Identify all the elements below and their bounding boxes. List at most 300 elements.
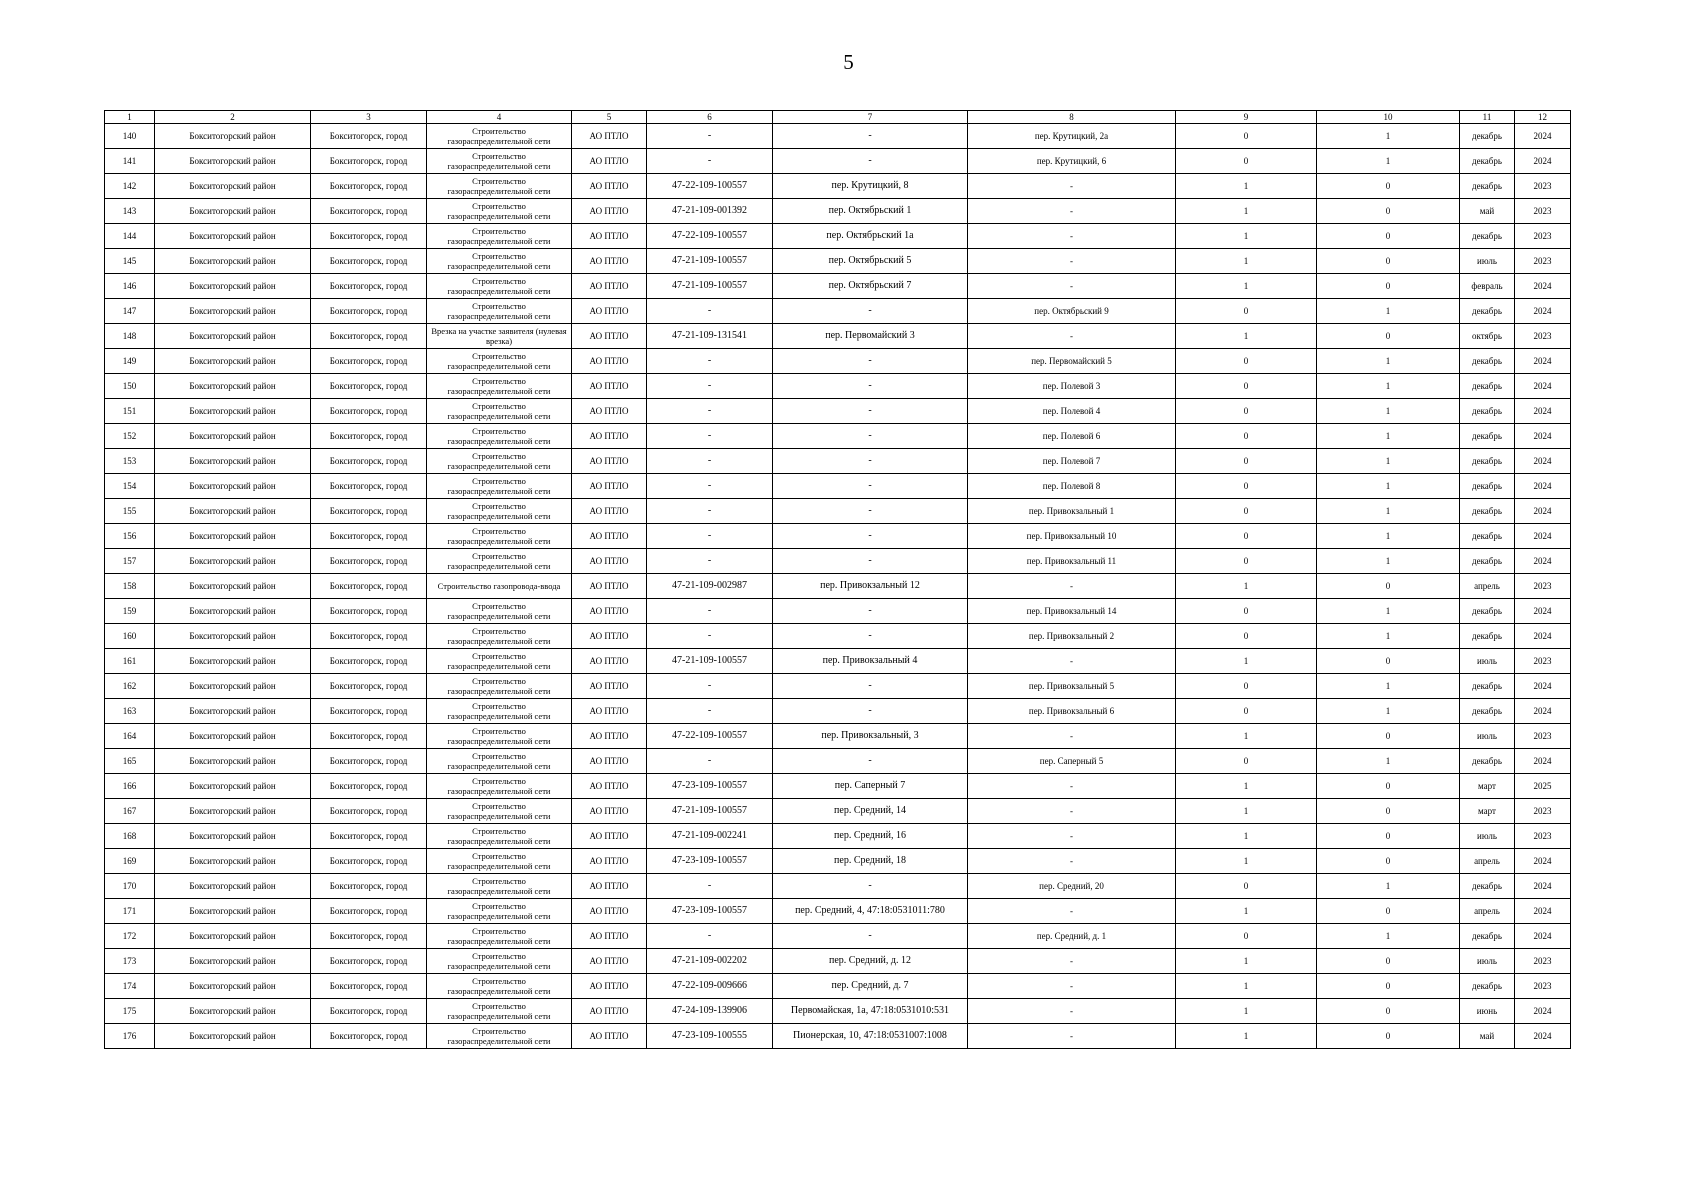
cell-district: Бокситогорский район [155, 199, 311, 224]
cell-month: апрель [1460, 849, 1515, 874]
cell-value-col9: 1 [1176, 824, 1317, 849]
header-col-year: 12 [1515, 111, 1571, 124]
cell-address: Первомайская, 1а, 47:18:0531010:531 [773, 999, 968, 1024]
cell-organization: АО ПТЛО [572, 624, 647, 649]
cell-planned-address: пер. Полевой 8 [968, 474, 1176, 499]
cell-value-col10: 0 [1317, 574, 1460, 599]
table-row [105, 249, 1571, 274]
cell-value-col9: 0 [1176, 499, 1317, 524]
cell-organization: АО ПТЛО [572, 174, 647, 199]
cell-value-col9: 1 [1176, 999, 1317, 1024]
cell-tech-conditions-number: - [647, 399, 773, 424]
cell-year: 2024 [1515, 474, 1571, 499]
cell-tech-conditions-number: 47-21-109-100557 [647, 274, 773, 299]
cell-settlement: Бокситогорск, город [311, 549, 427, 574]
cell-year: 2024 [1515, 674, 1571, 699]
cell-district: Бокситогорский район [155, 824, 311, 849]
cell-planned-address: - [968, 1024, 1176, 1049]
cell-value-col10: 1 [1317, 599, 1460, 624]
cell-value-col10: 0 [1317, 649, 1460, 674]
table-row [105, 724, 1571, 749]
cell-value-col10: 0 [1317, 1024, 1460, 1049]
cell-settlement: Бокситогорск, город [311, 999, 427, 1024]
cell-planned-address: - [968, 574, 1176, 599]
cell-month: декабрь [1460, 974, 1515, 999]
cell-row-index: 154 [105, 474, 155, 499]
cell-value-col10: 1 [1317, 474, 1460, 499]
cell-address: - [773, 749, 968, 774]
cell-value-col10: 1 [1317, 624, 1460, 649]
cell-settlement: Бокситогорск, город [311, 274, 427, 299]
cell-year: 2023 [1515, 724, 1571, 749]
cell-district: Бокситогорский район [155, 799, 311, 824]
cell-tech-conditions-number: - [647, 699, 773, 724]
cell-address: - [773, 624, 968, 649]
cell-district: Бокситогорский район [155, 324, 311, 349]
cell-month: июль [1460, 249, 1515, 274]
cell-month: июнь [1460, 999, 1515, 1024]
cell-month: декабрь [1460, 599, 1515, 624]
cell-year: 2023 [1515, 824, 1571, 849]
cell-address: - [773, 599, 968, 624]
cell-row-index: 147 [105, 299, 155, 324]
cell-value-col10: 1 [1317, 399, 1460, 424]
cell-work-type: Строительство газораспределительной сети [427, 624, 572, 649]
cell-row-index: 144 [105, 224, 155, 249]
cell-year: 2024 [1515, 149, 1571, 174]
cell-settlement: Бокситогорск, город [311, 749, 427, 774]
cell-planned-address: пер. Привокзальный 11 [968, 549, 1176, 574]
cell-work-type: Строительство газораспределительной сети [427, 899, 572, 924]
cell-year: 2024 [1515, 849, 1571, 874]
cell-address: пер. Средний, д. 7 [773, 974, 968, 999]
cell-value-col9: 0 [1176, 599, 1317, 624]
cell-tech-conditions-number: 47-23-109-100557 [647, 849, 773, 874]
table-row [105, 399, 1571, 424]
table-row [105, 849, 1571, 874]
cell-organization: АО ПТЛО [572, 1024, 647, 1049]
cell-value-col10: 0 [1317, 274, 1460, 299]
cell-year: 2025 [1515, 774, 1571, 799]
cell-address: пер. Октябрьский 7 [773, 274, 968, 299]
header-col-address: 7 [773, 111, 968, 124]
cell-settlement: Бокситогорск, город [311, 849, 427, 874]
cell-organization: АО ПТЛО [572, 349, 647, 374]
cell-tech-conditions-number: - [647, 749, 773, 774]
cell-value-col9: 1 [1176, 249, 1317, 274]
cell-address: - [773, 874, 968, 899]
cell-district: Бокситогорский район [155, 974, 311, 999]
table-row [105, 874, 1571, 899]
cell-organization: АО ПТЛО [572, 374, 647, 399]
cell-planned-address: пер. Полевой 3 [968, 374, 1176, 399]
table-row [105, 624, 1571, 649]
header-col-organization: 5 [572, 111, 647, 124]
cell-month: декабрь [1460, 449, 1515, 474]
cell-district: Бокситогорский район [155, 499, 311, 524]
cell-organization: АО ПТЛО [572, 874, 647, 899]
cell-organization: АО ПТЛО [572, 974, 647, 999]
header-col-planned-address: 8 [968, 111, 1176, 124]
cell-work-type: Строительство газораспределительной сети [427, 924, 572, 949]
cell-value-col9: 0 [1176, 299, 1317, 324]
cell-month: июль [1460, 949, 1515, 974]
cell-organization: АО ПТЛО [572, 999, 647, 1024]
cell-tech-conditions-number: - [647, 349, 773, 374]
cell-district: Бокситогорский район [155, 149, 311, 174]
cell-district: Бокситогорский район [155, 1024, 311, 1049]
cell-address: - [773, 674, 968, 699]
cell-row-index: 163 [105, 699, 155, 724]
cell-address: пер. Первомайский 3 [773, 324, 968, 349]
cell-value-col10: 0 [1317, 774, 1460, 799]
cell-month: февраль [1460, 274, 1515, 299]
cell-row-index: 143 [105, 199, 155, 224]
cell-work-type: Строительство газопровода-ввода [427, 574, 572, 599]
cell-row-index: 148 [105, 324, 155, 349]
cell-settlement: Бокситогорск, город [311, 649, 427, 674]
cell-work-type: Строительство газораспределительной сети [427, 799, 572, 824]
cell-month: декабрь [1460, 224, 1515, 249]
cell-planned-address: пер. Саперный 5 [968, 749, 1176, 774]
cell-work-type: Строительство газораспределительной сети [427, 399, 572, 424]
cell-organization: АО ПТЛО [572, 699, 647, 724]
cell-row-index: 169 [105, 849, 155, 874]
cell-organization: АО ПТЛО [572, 424, 647, 449]
cell-address: - [773, 299, 968, 324]
cell-settlement: Бокситогорск, город [311, 599, 427, 624]
cell-value-col10: 1 [1317, 124, 1460, 149]
cell-row-index: 149 [105, 349, 155, 374]
cell-tech-conditions-number: 47-21-109-002241 [647, 824, 773, 849]
cell-tech-conditions-number: - [647, 674, 773, 699]
table-row [105, 424, 1571, 449]
cell-address: - [773, 499, 968, 524]
cell-planned-address: - [968, 824, 1176, 849]
cell-work-type: Строительство газораспределительной сети [427, 199, 572, 224]
cell-row-index: 161 [105, 649, 155, 674]
cell-tech-conditions-number: 47-21-109-001392 [647, 199, 773, 224]
cell-value-col9: 0 [1176, 624, 1317, 649]
cell-month: декабрь [1460, 674, 1515, 699]
cell-work-type: Строительство газораспределительной сети [427, 874, 572, 899]
cell-settlement: Бокситогорск, город [311, 874, 427, 899]
cell-planned-address: - [968, 174, 1176, 199]
cell-row-index: 166 [105, 774, 155, 799]
cell-district: Бокситогорский район [155, 599, 311, 624]
cell-month: март [1460, 774, 1515, 799]
cell-organization: АО ПТЛО [572, 924, 647, 949]
cell-value-col9: 0 [1176, 474, 1317, 499]
cell-address: - [773, 699, 968, 724]
cell-month: декабрь [1460, 174, 1515, 199]
cell-work-type: Строительство газораспределительной сети [427, 374, 572, 399]
cell-year: 2023 [1515, 249, 1571, 274]
cell-planned-address: пер. Первомайский 5 [968, 349, 1176, 374]
cell-work-type: Строительство газораспределительной сети [427, 649, 572, 674]
table-row [105, 274, 1571, 299]
cell-tech-conditions-number: 47-22-109-100557 [647, 224, 773, 249]
cell-address: пер. Крутицкий, 8 [773, 174, 968, 199]
cell-tech-conditions-number: 47-23-109-100557 [647, 774, 773, 799]
cell-value-col9: 1 [1176, 899, 1317, 924]
cell-row-index: 150 [105, 374, 155, 399]
cell-settlement: Бокситогорск, город [311, 674, 427, 699]
cell-planned-address: - [968, 224, 1176, 249]
cell-value-col9: 1 [1176, 574, 1317, 599]
cell-work-type: Строительство газораспределительной сети [427, 949, 572, 974]
cell-planned-address: пер. Привокзальный 1 [968, 499, 1176, 524]
cell-address: - [773, 424, 968, 449]
cell-value-col9: 1 [1176, 724, 1317, 749]
cell-district: Бокситогорский район [155, 399, 311, 424]
cell-work-type: Строительство газораспределительной сети [427, 499, 572, 524]
cell-work-type: Строительство газораспределительной сети [427, 849, 572, 874]
table-row [105, 774, 1571, 799]
cell-district: Бокситогорский район [155, 349, 311, 374]
cell-month: декабрь [1460, 749, 1515, 774]
table-row [105, 474, 1571, 499]
cell-year: 2023 [1515, 949, 1571, 974]
cell-month: октябрь [1460, 324, 1515, 349]
table-row [105, 499, 1571, 524]
header-col-tech-conditions: 6 [647, 111, 773, 124]
cell-settlement: Бокситогорск, город [311, 224, 427, 249]
cell-planned-address: - [968, 774, 1176, 799]
cell-settlement: Бокситогорск, город [311, 624, 427, 649]
header-col-settlement: 3 [311, 111, 427, 124]
cell-year: 2024 [1515, 749, 1571, 774]
cell-year: 2024 [1515, 1024, 1571, 1049]
cell-row-index: 174 [105, 974, 155, 999]
cell-work-type: Строительство газораспределительной сети [427, 174, 572, 199]
cell-value-col10: 0 [1317, 999, 1460, 1024]
cell-value-col10: 1 [1317, 674, 1460, 699]
table-row [105, 949, 1571, 974]
table-row [105, 224, 1571, 249]
cell-work-type: Строительство газораспределительной сети [427, 824, 572, 849]
table-row [105, 124, 1571, 149]
cell-value-col10: 1 [1317, 374, 1460, 399]
table-header-row [105, 111, 1571, 124]
cell-work-type: Строительство газораспределительной сети [427, 274, 572, 299]
cell-year: 2024 [1515, 349, 1571, 374]
cell-year: 2024 [1515, 999, 1571, 1024]
cell-tech-conditions-number: - [647, 624, 773, 649]
cell-year: 2024 [1515, 549, 1571, 574]
cell-value-col10: 1 [1317, 449, 1460, 474]
cell-month: декабрь [1460, 374, 1515, 399]
cell-work-type: Строительство газораспределительной сети [427, 749, 572, 774]
cell-organization: АО ПТЛО [572, 574, 647, 599]
cell-district: Бокситогорский район [155, 699, 311, 724]
cell-month: апрель [1460, 574, 1515, 599]
cell-value-col9: 0 [1176, 374, 1317, 399]
cell-value-col9: 0 [1176, 524, 1317, 549]
cell-district: Бокситогорский район [155, 674, 311, 699]
cell-organization: АО ПТЛО [572, 149, 647, 174]
cell-organization: АО ПТЛО [572, 299, 647, 324]
cell-row-index: 172 [105, 924, 155, 949]
cell-row-index: 155 [105, 499, 155, 524]
table-row [105, 149, 1571, 174]
cell-work-type: Врезка на участке заявителя (нулевая врезка) [427, 324, 572, 349]
cell-value-col9: 0 [1176, 349, 1317, 374]
cell-tech-conditions-number: - [647, 874, 773, 899]
cell-value-col10: 0 [1317, 249, 1460, 274]
cell-month: декабрь [1460, 699, 1515, 724]
cell-district: Бокситогорский район [155, 224, 311, 249]
cell-address: пер. Октябрьский 1а [773, 224, 968, 249]
cell-work-type: Строительство газораспределительной сети [427, 124, 572, 149]
cell-organization: АО ПТЛО [572, 774, 647, 799]
cell-organization: АО ПТЛО [572, 224, 647, 249]
header-col-col10: 10 [1317, 111, 1460, 124]
cell-district: Бокситогорский район [155, 249, 311, 274]
table-row [105, 649, 1571, 674]
cell-settlement: Бокситогорск, город [311, 124, 427, 149]
cell-organization: АО ПТЛО [572, 949, 647, 974]
cell-address: - [773, 399, 968, 424]
cell-year: 2024 [1515, 124, 1571, 149]
cell-district: Бокситогорский район [155, 724, 311, 749]
cell-month: декабрь [1460, 424, 1515, 449]
cell-settlement: Бокситогорск, город [311, 799, 427, 824]
cell-year: 2024 [1515, 274, 1571, 299]
cell-row-index: 146 [105, 274, 155, 299]
cell-organization: АО ПТЛО [572, 799, 647, 824]
cell-month: декабрь [1460, 499, 1515, 524]
table-row [105, 549, 1571, 574]
cell-value-col10: 0 [1317, 899, 1460, 924]
cell-row-index: 152 [105, 424, 155, 449]
cell-value-col10: 1 [1317, 699, 1460, 724]
cell-value-col9: 0 [1176, 924, 1317, 949]
cell-settlement: Бокситогорск, город [311, 299, 427, 324]
cell-work-type: Строительство газораспределительной сети [427, 474, 572, 499]
cell-value-col9: 1 [1176, 974, 1317, 999]
cell-settlement: Бокситогорск, город [311, 974, 427, 999]
cell-year: 2023 [1515, 199, 1571, 224]
cell-settlement: Бокситогорск, город [311, 724, 427, 749]
cell-value-col9: 1 [1176, 174, 1317, 199]
cell-settlement: Бокситогорск, город [311, 1024, 427, 1049]
cell-tech-conditions-number: 47-21-109-100557 [647, 649, 773, 674]
cell-address: - [773, 549, 968, 574]
cell-organization: АО ПТЛО [572, 899, 647, 924]
cell-value-col10: 1 [1317, 924, 1460, 949]
data-table [104, 110, 1571, 1049]
cell-work-type: Строительство газораспределительной сети [427, 599, 572, 624]
cell-tech-conditions-number: 47-24-109-139906 [647, 999, 773, 1024]
cell-district: Бокситогорский район [155, 274, 311, 299]
cell-organization: АО ПТЛО [572, 599, 647, 624]
cell-row-index: 164 [105, 724, 155, 749]
table-row [105, 899, 1571, 924]
cell-tech-conditions-number: 47-21-109-002202 [647, 949, 773, 974]
cell-district: Бокситогорский район [155, 649, 311, 674]
cell-address: пер. Октябрьский 5 [773, 249, 968, 274]
cell-value-col10: 0 [1317, 974, 1460, 999]
cell-tech-conditions-number: 47-23-109-100557 [647, 899, 773, 924]
cell-address: пер. Привокзальный, 3 [773, 724, 968, 749]
table-row [105, 924, 1571, 949]
cell-planned-address: - [968, 199, 1176, 224]
cell-district: Бокситогорский район [155, 299, 311, 324]
cell-planned-address: пер. Привокзальный 2 [968, 624, 1176, 649]
cell-planned-address: пер. Средний, 20 [968, 874, 1176, 899]
cell-month: апрель [1460, 899, 1515, 924]
cell-month: декабрь [1460, 299, 1515, 324]
cell-value-col9: 1 [1176, 799, 1317, 824]
cell-organization: АО ПТЛО [572, 549, 647, 574]
cell-year: 2024 [1515, 399, 1571, 424]
cell-row-index: 159 [105, 599, 155, 624]
cell-organization: АО ПТЛО [572, 449, 647, 474]
cell-tech-conditions-number: 47-22-109-100557 [647, 174, 773, 199]
cell-row-index: 173 [105, 949, 155, 974]
cell-organization: АО ПТЛО [572, 124, 647, 149]
cell-planned-address: пер. Средний, д. 1 [968, 924, 1176, 949]
cell-settlement: Бокситогорск, город [311, 949, 427, 974]
cell-planned-address: - [968, 899, 1176, 924]
cell-year: 2023 [1515, 574, 1571, 599]
cell-value-col10: 1 [1317, 549, 1460, 574]
cell-organization: АО ПТЛО [572, 399, 647, 424]
cell-month: декабрь [1460, 149, 1515, 174]
cell-address: Пионерская, 10, 47:18:0531007:1008 [773, 1024, 968, 1049]
cell-value-col9: 0 [1176, 749, 1317, 774]
cell-value-col9: 0 [1176, 699, 1317, 724]
cell-year: 2024 [1515, 899, 1571, 924]
table-row [105, 574, 1571, 599]
cell-year: 2024 [1515, 624, 1571, 649]
cell-planned-address: пер. Полевой 4 [968, 399, 1176, 424]
cell-settlement: Бокситогорск, город [311, 249, 427, 274]
cell-planned-address: пер. Крутицкий, 2а [968, 124, 1176, 149]
cell-tech-conditions-number: - [647, 524, 773, 549]
cell-address: - [773, 374, 968, 399]
cell-settlement: Бокситогорск, город [311, 349, 427, 374]
cell-tech-conditions-number: - [647, 299, 773, 324]
table-row [105, 374, 1571, 399]
cell-organization: АО ПТЛО [572, 649, 647, 674]
cell-settlement: Бокситогорск, город [311, 499, 427, 524]
cell-address: пер. Привокзальный 12 [773, 574, 968, 599]
cell-year: 2023 [1515, 649, 1571, 674]
cell-value-col9: 0 [1176, 124, 1317, 149]
cell-value-col10: 0 [1317, 799, 1460, 824]
table-row [105, 299, 1571, 324]
cell-settlement: Бокситогорск, город [311, 199, 427, 224]
cell-value-col9: 1 [1176, 774, 1317, 799]
page-number: 5 [843, 50, 854, 74]
cell-address: пер. Средний, 16 [773, 824, 968, 849]
cell-settlement: Бокситогорск, город [311, 424, 427, 449]
cell-planned-address: пер. Привокзальный 14 [968, 599, 1176, 624]
cell-organization: АО ПТЛО [572, 749, 647, 774]
cell-year: 2024 [1515, 699, 1571, 724]
cell-settlement: Бокситогорск, город [311, 174, 427, 199]
cell-year: 2023 [1515, 174, 1571, 199]
cell-organization: АО ПТЛО [572, 674, 647, 699]
cell-district: Бокситогорский район [155, 549, 311, 574]
cell-work-type: Строительство газораспределительной сети [427, 674, 572, 699]
cell-value-col10: 1 [1317, 424, 1460, 449]
cell-year: 2024 [1515, 499, 1571, 524]
header-col-col9: 9 [1176, 111, 1317, 124]
cell-address: - [773, 524, 968, 549]
